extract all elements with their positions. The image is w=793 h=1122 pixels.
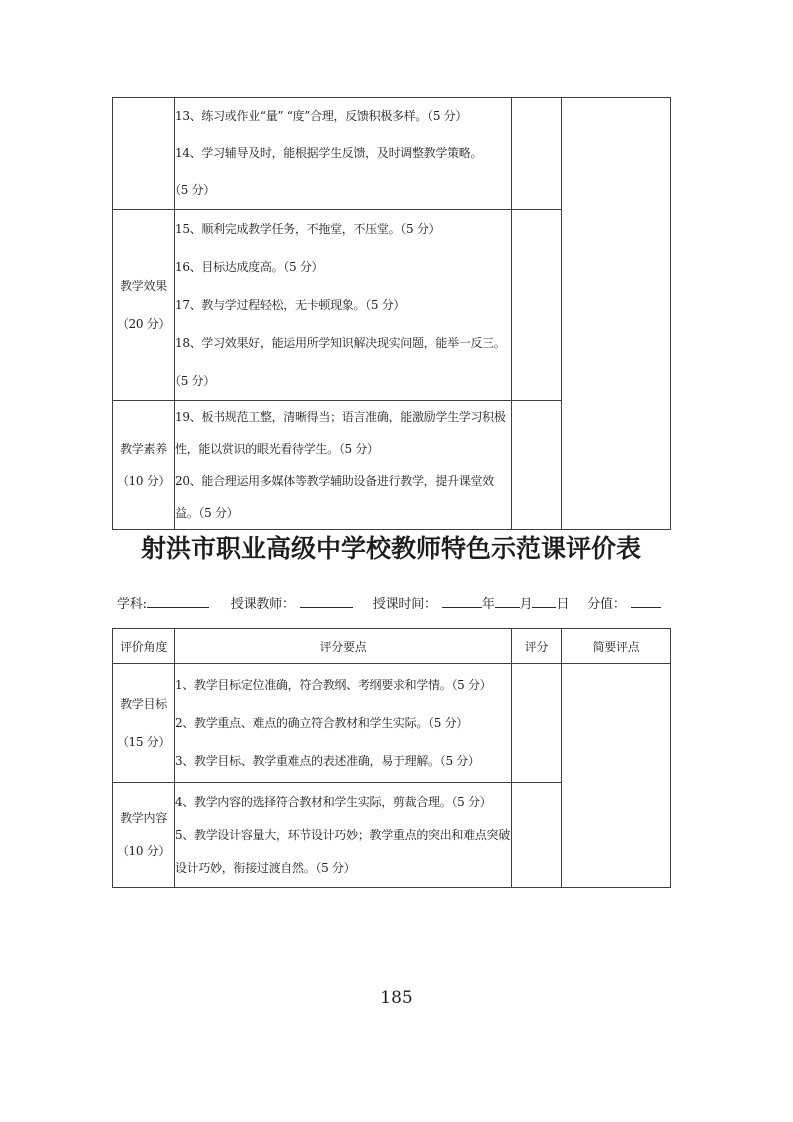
criteria-text: 2、教学重点、难点的确立符合教材和学生实际。	[175, 716, 429, 730]
criteria-score: （5 分）	[451, 794, 492, 809]
category-name: 教学效果	[120, 279, 167, 293]
month-blank-field	[495, 593, 520, 608]
teacher-blank-field	[300, 593, 353, 608]
criteria-text: 4、教学内容的选择符合教材和学生实际，剪裁合理。	[175, 794, 452, 809]
criteria-cell	[175, 98, 512, 210]
page-number: 185	[380, 988, 413, 1008]
category-cell	[113, 783, 175, 888]
evaluation-table-top	[112, 97, 671, 530]
criteria-item	[175, 401, 511, 465]
category-name: 教学内容	[120, 811, 167, 825]
criteria-text: 19、板书规范工整，清晰得当；语言准确，能激励学生学习积极性，能以赏识的眼光看待学生。	[175, 410, 506, 456]
criteria-item	[175, 742, 511, 780]
score-label: 分值：	[587, 597, 626, 612]
score-cell	[512, 98, 562, 210]
category-score: （10 分）	[116, 844, 171, 858]
header-score: 评分	[512, 629, 562, 664]
criteria-item	[175, 666, 511, 704]
category-cell	[113, 210, 175, 401]
subject-label: 学科:	[117, 597, 147, 612]
category-name: 教学素养	[120, 442, 167, 456]
day-label: 日	[556, 597, 570, 612]
criteria-text: 16、目标达成度高。	[175, 260, 284, 274]
category-cell	[113, 98, 175, 210]
criteria-score: （5 分）	[439, 754, 480, 768]
evaluation-table-bottom	[112, 628, 671, 888]
criteria-score: （5 分）	[175, 374, 215, 388]
criteria-item	[175, 465, 511, 529]
score-blank-field	[631, 593, 661, 608]
header-row	[113, 629, 671, 664]
criteria-cell	[175, 783, 512, 888]
criteria-text: 18、学习效果好，能运用所学知识解决现实问题，能举一反三。	[175, 336, 506, 350]
score-cell	[512, 664, 562, 783]
criteria-item	[175, 819, 511, 885]
criteria-cell	[175, 664, 512, 783]
criteria-score: （5 分）	[451, 678, 492, 692]
criteria-item	[175, 135, 511, 209]
category-score: （10 分）	[116, 474, 171, 488]
criteria-score: （5 分）	[198, 506, 239, 520]
criteria-item	[175, 786, 511, 819]
year-blank-field	[442, 593, 482, 608]
teacher-label: 授课教师：	[230, 597, 295, 612]
criteria-text: 15、顺利完成教学任务，不拖堂，不压堂。	[175, 222, 401, 236]
comments-cell	[562, 98, 671, 530]
category-score: （20 分）	[116, 317, 171, 331]
score-cell	[512, 401, 562, 530]
criteria-score: （5 分）	[427, 109, 468, 123]
month-label: 月	[519, 597, 533, 612]
criteria-text: 20、能合理运用多媒体等教学辅助设备进行教学，提升课堂效益。	[175, 474, 494, 520]
score-cell	[512, 783, 562, 888]
criteria-text: 17、教与学过程轻松，无卡顿现象。	[175, 298, 366, 312]
criteria-text: 3、教学目标、教学重难点的表述准确，易于理解。	[175, 754, 440, 768]
header-brief-comment: 简要评点	[562, 629, 671, 664]
header-evaluation-angle: 评价角度	[113, 629, 175, 664]
category-cell	[113, 664, 175, 783]
category-score: （15 分）	[116, 735, 171, 749]
criteria-text: 5、教学设计容量大，环节设计巧妙；教学重点的突出和难点突破设计巧妙，衔接过渡自然。	[175, 827, 510, 875]
table-row	[113, 664, 671, 783]
criteria-item	[175, 210, 511, 248]
criteria-cell	[175, 210, 512, 401]
criteria-text: 14、学习辅导及时，能根据学生反馈，及时调整教学策略。	[175, 146, 483, 160]
day-blank-field	[532, 593, 556, 608]
score-cell	[512, 210, 562, 401]
criteria-text: 1、教学目标定位准确，符合教纲、考纲要求和学情。	[175, 678, 452, 692]
criteria-item	[175, 704, 511, 742]
time-label: 授课时间：	[372, 597, 437, 612]
criteria-cell	[175, 401, 512, 530]
criteria-score: （5 分）	[400, 222, 441, 236]
criteria-score: （5 分）	[315, 860, 356, 875]
criteria-item	[175, 248, 511, 286]
criteria-score: （5 分）	[365, 298, 406, 312]
category-cell	[113, 401, 175, 530]
criteria-item	[175, 324, 511, 400]
comments-cell	[562, 664, 671, 888]
criteria-score: （5 分）	[428, 716, 468, 730]
criteria-score: （5 分）	[175, 183, 215, 197]
criteria-item	[175, 98, 511, 135]
header-scoring-points: 评分要点	[175, 629, 512, 664]
year-label: 年	[481, 597, 495, 612]
table-row	[113, 98, 671, 210]
category-name: 教学目标	[120, 697, 167, 711]
criteria-score: （5 分）	[338, 442, 379, 456]
criteria-text: 13、练习或作业“量” “度”合理，反馈积极多样。	[175, 109, 428, 123]
subject-blank-field	[147, 593, 209, 608]
criteria-item	[175, 286, 511, 324]
form-line	[117, 593, 717, 612]
page-title: 射洪市职业高级中学校教师特色示范课评价表	[140, 534, 641, 563]
criteria-score: （5 分）	[283, 260, 324, 274]
